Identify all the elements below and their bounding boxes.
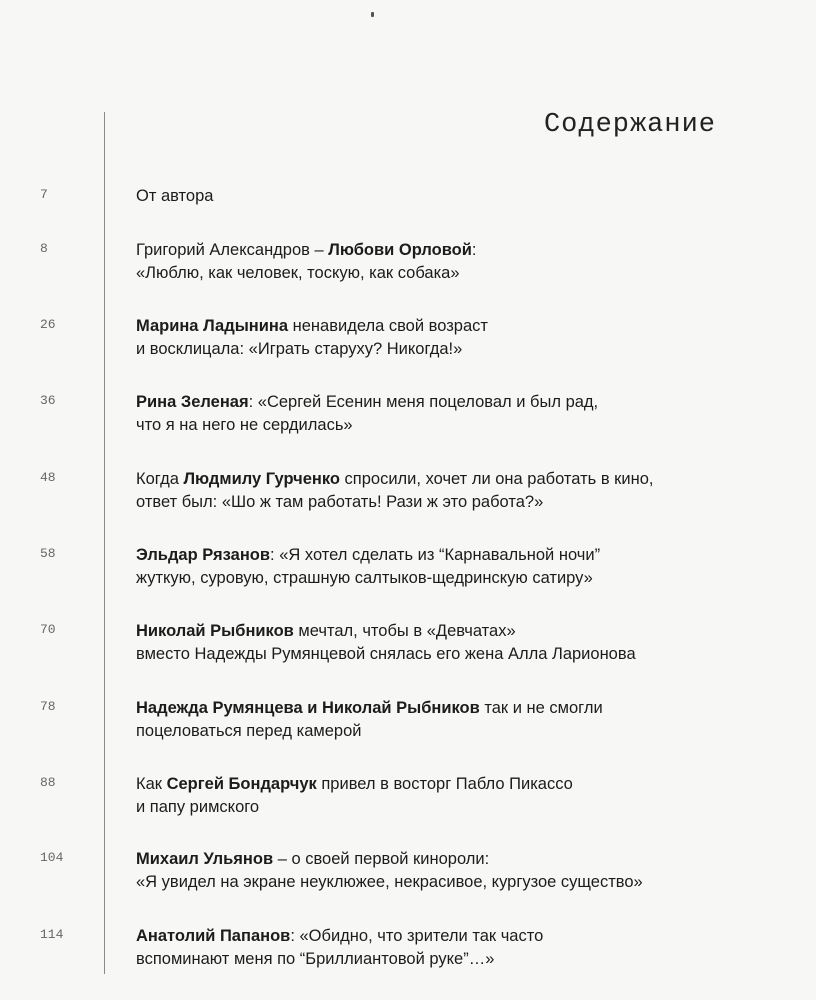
entry-title (136, 544, 756, 590)
entry-text-run: – о своей первой кинороли: (273, 850, 490, 868)
entry-text-run: поцеловаться перед камерой (136, 722, 362, 740)
entry-text-run: Когда (136, 470, 184, 488)
entry-text-run: привел в восторг Пабло Пикассо (316, 775, 573, 793)
entry-text-run: и восклицала: «Играть старуху? Никогда!» (136, 340, 463, 358)
entry-title (136, 697, 756, 743)
print-speck (371, 12, 374, 17)
entry-title (136, 848, 756, 894)
entry-line (136, 848, 756, 871)
entry-line (136, 338, 756, 361)
page-number: 70 (40, 622, 56, 637)
person-name: Михаил Ульянов (136, 850, 274, 868)
entry-line (136, 643, 756, 666)
entry-line (136, 720, 756, 743)
entry-line (136, 796, 756, 819)
entry-line (136, 567, 756, 590)
entry-line (136, 620, 756, 643)
entry-line (136, 948, 756, 971)
entry-line (136, 544, 756, 567)
person-name: Людмилу Гурченко (183, 470, 340, 488)
entry-line (136, 491, 756, 514)
entry-line (136, 468, 756, 491)
page-number: 48 (40, 470, 56, 485)
entry-text-run: ответ был: «Шо ж там работать! Рази ж это работа?» (136, 493, 544, 511)
page-title: Содержание (543, 110, 716, 140)
entry-title (136, 391, 756, 437)
page-number: 36 (40, 393, 56, 408)
person-name: Эльдар Рязанов (136, 546, 271, 564)
vertical-rule (104, 112, 105, 974)
entry-text-run: Григорий Александров – (136, 241, 329, 259)
entry-line (136, 697, 756, 720)
person-name: Любови Орловой (328, 241, 472, 259)
entry-text-run: мечтал, чтобы в «Девчатах» (293, 622, 516, 640)
page-number: 104 (40, 850, 64, 865)
entry-line (136, 391, 756, 414)
entry-line (136, 239, 756, 262)
page-number: 26 (40, 317, 56, 332)
entry-text-run: спросили, хочет ли она работать в кино, (339, 470, 654, 488)
person-name: Анатолий Папанов (136, 927, 291, 945)
entry-text-run: «Я увидел на экране неуклюжее, некрасивое, кургузое существо» (136, 873, 643, 891)
entry-line (136, 414, 756, 437)
person-name: Сергей Бондарчук (166, 775, 317, 793)
entry-title (136, 620, 756, 666)
page-number: 78 (40, 699, 56, 714)
entry-line (136, 925, 756, 948)
entry-line (136, 773, 756, 796)
entry-text-run: От автора (136, 187, 214, 205)
person-name: Николай Рыбников (136, 622, 294, 640)
page-number: 114 (40, 927, 64, 942)
entry-text-run: : «Обидно, что зрители так часто (290, 927, 544, 945)
entry-text-run: ненавидела свой возраст (288, 317, 488, 335)
entry-text-run: вместо Надежды Румянцевой снялась его жена Алла Ларионова (136, 645, 636, 663)
entry-text-run: вспоминают меня по “Бриллиантовой руке”…» (136, 950, 495, 968)
entry-title (136, 239, 756, 285)
person-name: Надежда Румянцева и Николай Рыбников (136, 699, 480, 717)
person-name: Марина Ладынина (136, 317, 289, 335)
entry-title (136, 185, 756, 208)
page-number: 8 (40, 241, 48, 256)
entry-text-run: : (471, 241, 477, 259)
entry-line (136, 185, 756, 208)
entry-text-run: Как (136, 775, 167, 793)
page-number: 58 (40, 546, 56, 561)
entry-text-run: и папу римского (136, 798, 260, 816)
entry-text-run: что я на него не сердилась» (136, 416, 353, 434)
entry-title (136, 773, 756, 819)
entry-text-run: так и не смогли (479, 699, 603, 717)
entry-title (136, 468, 756, 514)
person-name: Рина Зеленая (136, 393, 249, 411)
page-number: 88 (40, 775, 56, 790)
entry-line (136, 315, 756, 338)
entry-title (136, 925, 756, 971)
entry-text-run: : «Я хотел сделать из “Карнавальной ночи” (270, 546, 601, 564)
page-number: 7 (40, 187, 48, 202)
entry-line (136, 871, 756, 894)
entry-line (136, 262, 756, 285)
entry-title (136, 315, 756, 361)
entry-text-run: : «Сергей Есенин меня поцеловал и был рад, (248, 393, 599, 411)
entry-text-run: жуткую, суровую, страшную салтыков-щедринскую сатиру» (136, 569, 593, 587)
entry-text-run: «Люблю, как человек, тоскую, как собака» (136, 264, 460, 282)
